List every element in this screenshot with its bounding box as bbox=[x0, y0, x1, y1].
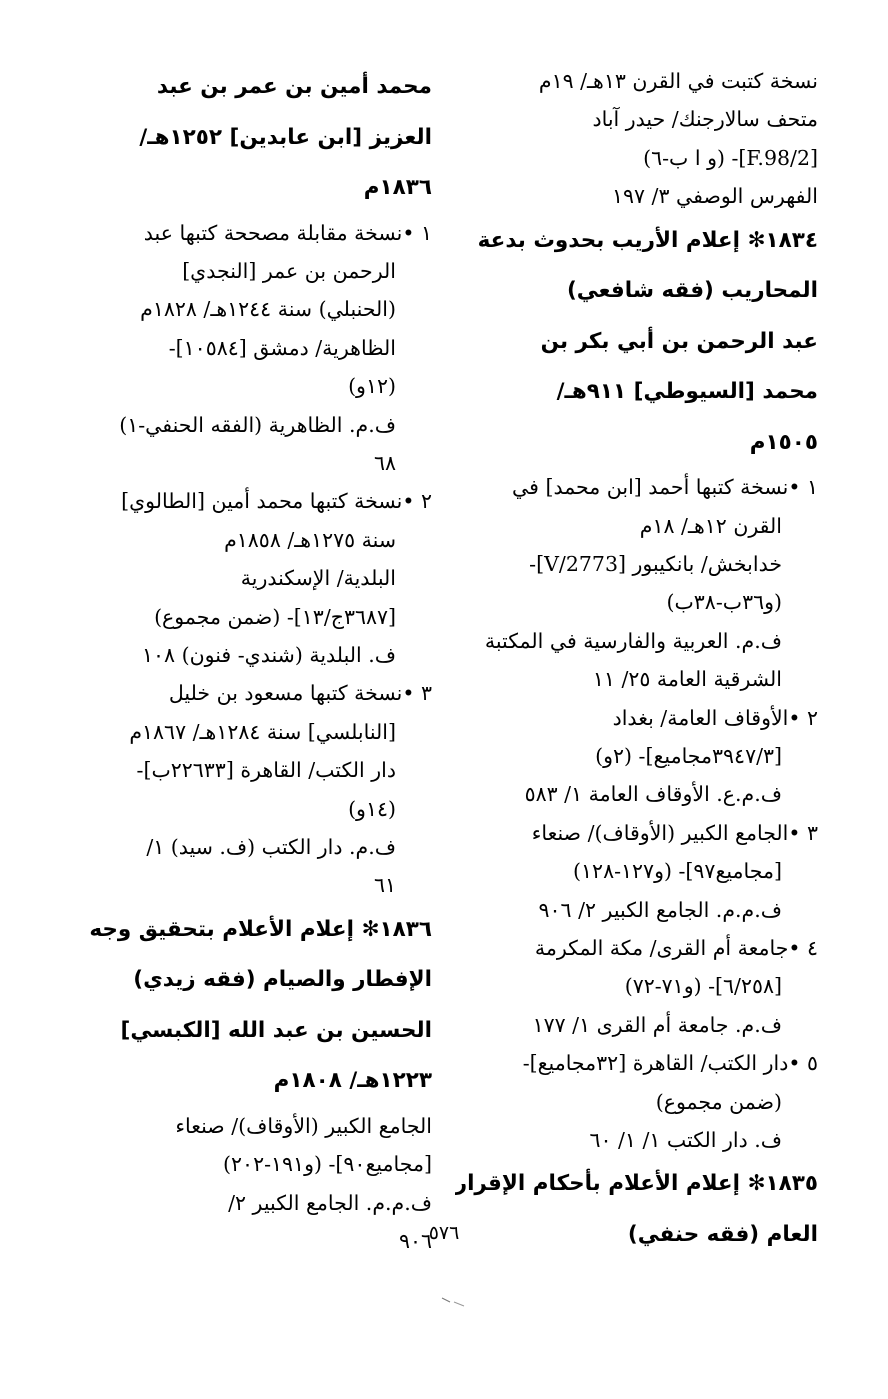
asterisk-mark-icon: ✻ bbox=[747, 227, 766, 253]
copy-line: (و٣٦ب-٣٨ب) bbox=[666, 590, 782, 615]
author-block bbox=[80, 62, 432, 214]
catalog-reference: ف.م. العربية والفارسية في المكتبة bbox=[484, 628, 782, 653]
author-line: ١٨٣٦م bbox=[363, 175, 432, 200]
copy-number: ٤ • bbox=[788, 936, 818, 960]
copy-item bbox=[80, 214, 432, 252]
entry-1834 bbox=[468, 216, 818, 1160]
copy-line: [مجاميع٩٧]- (و١٢٧-١٢٨) bbox=[573, 859, 782, 884]
entry-heading bbox=[468, 216, 818, 267]
right-column bbox=[454, 62, 818, 1260]
copy-number: ١ • bbox=[788, 475, 818, 500]
copy-line: الرحمن بن عمر [النجدي] bbox=[182, 258, 396, 283]
copy-details bbox=[468, 967, 818, 1044]
author-line: محمد [السيوطي] ٩١١هـ/ bbox=[556, 379, 818, 405]
text-line: متحف سالارجنك/ حيدر آباد bbox=[592, 107, 818, 132]
copy-item bbox=[80, 482, 432, 520]
entry-number: ١٨٣٦ bbox=[379, 916, 432, 942]
copy-item bbox=[468, 929, 818, 967]
copy-line: نسخة كتبها مسعود بن خليل bbox=[168, 681, 403, 706]
copy-line: الجامع الكبير (الأوقاف)/ صنعاء bbox=[175, 1113, 432, 1138]
copy-details bbox=[468, 507, 818, 699]
entry-1836 bbox=[80, 905, 432, 1261]
copy-details bbox=[80, 521, 432, 675]
entry-title-line: إعلام الأريب بحدوث بدعة bbox=[477, 227, 740, 253]
copy-item bbox=[468, 699, 818, 737]
copy-line: الظاهرية/ دمشق [١٠٥٨٤]- bbox=[168, 335, 396, 360]
copy-line: [٣٦٨٧ج/١٣]- (ضمن مجموع) bbox=[154, 604, 396, 629]
copy-number: ٢ • bbox=[788, 705, 818, 730]
copy-details bbox=[468, 1083, 818, 1160]
catalog-reference: الشرقية العامة ٢٥/ ١١ bbox=[592, 667, 782, 692]
copy-line: [٦/٢٥٨]- (و٧١-٧٢) bbox=[624, 974, 782, 999]
copy-line: [٣٩٤٧/٣مجاميع]- (٢و) bbox=[595, 743, 782, 768]
copy-line: (الحنبلي) سنة ١٢٤٤هـ/ ١٨٢٨م bbox=[140, 297, 396, 322]
text-line: [F.98/2]- (و ا ب-٦) bbox=[643, 145, 818, 170]
catalog-reference: ف.م. الظاهرية (الفقه الحنفي-١) bbox=[119, 412, 396, 437]
copy-item bbox=[468, 468, 818, 506]
catalog-reference: ف.م.م. الجامع الكبير ٢/ ٩٠٦ bbox=[538, 897, 782, 922]
entry-heading bbox=[80, 905, 432, 956]
copy-item bbox=[80, 674, 432, 712]
copy-details bbox=[80, 713, 432, 905]
entry-title-line: إعلام الأعلام بتحقيق وجه bbox=[89, 916, 354, 942]
copy-number: ٢ • bbox=[402, 489, 432, 514]
copy-line: القرن ١٢هـ/ ١٨م bbox=[639, 513, 782, 538]
copy-line: نسخة مقابلة مصححة كتبها عبد bbox=[143, 220, 403, 245]
asterisk-mark-icon: ✻ bbox=[747, 1171, 766, 1197]
entry-title-line: إعلام الأعلام بأحكام الإقرار bbox=[454, 1171, 740, 1197]
copy-line: الجامع الكبير (الأوقاف)/ صنعاء bbox=[531, 820, 789, 845]
copy-line: دار الكتب/ القاهرة [٣٢مجاميع]- bbox=[522, 1051, 789, 1076]
entry-title-line: الإفطار والصيام (فقه زيدي) bbox=[133, 967, 432, 993]
copy-line: جامعة أم القرى/ مكة المكرمة bbox=[534, 936, 789, 960]
entry-number: ١٨٣٤ bbox=[765, 227, 818, 253]
catalog-reference: ٦١ bbox=[373, 873, 396, 898]
entry-title-line: العام (فقه حنفي) bbox=[627, 1221, 818, 1247]
catalog-reference: ف. البلدية (شندي- فنون) ١٠٨ bbox=[142, 642, 396, 667]
catalog-reference: ف.م.ع. الأوقاف العامة ١/ ٥٨٣ bbox=[524, 782, 782, 807]
copy-details bbox=[80, 252, 432, 482]
author-line: ١٢٢٣هـ/ ١٨٠٨م bbox=[273, 1068, 432, 1094]
entry-number: ١٨٣٥ bbox=[765, 1171, 818, 1197]
copy-details bbox=[468, 737, 818, 814]
text-line: الفهرس الوصفي ٣/ ١٩٧ bbox=[611, 184, 818, 209]
catalog-reference: ٦٨ bbox=[373, 450, 396, 475]
entry-1835 bbox=[454, 1159, 818, 1260]
copy-line: نسخة كتبها أحمد [ابن محمد] في bbox=[512, 475, 789, 500]
author-line: الحسين بن عبد الله [الكبسي] bbox=[120, 1017, 432, 1043]
entry-title-rest bbox=[468, 266, 818, 468]
catalog-reference: ف. دار الكتب ١/ ١/ ٦٠ bbox=[589, 1128, 782, 1153]
entry-heading bbox=[454, 1159, 818, 1210]
scan-speck-icon bbox=[440, 1296, 468, 1308]
copy-line: دار الكتب/ القاهرة [٢٢٦٣٣ب]- bbox=[136, 758, 396, 783]
copy-number: ١ • bbox=[402, 220, 432, 245]
copy-line: البلدية/ الإسكندرية bbox=[240, 566, 396, 591]
copy-item bbox=[468, 1044, 818, 1082]
author-line: عبد الرحمن بن أبي بكر بن bbox=[540, 328, 818, 354]
copy-number: ٣ • bbox=[402, 681, 432, 706]
copy-line: (١٤و) bbox=[348, 796, 396, 821]
copy-item bbox=[468, 814, 818, 852]
author-line: العزيز [ابن عابدين] ١٢٥٢هـ/ bbox=[139, 124, 432, 150]
left-column bbox=[80, 62, 432, 1260]
catalog-reference: ف.م. جامعة أم القرى ١/ ١٧٧ bbox=[532, 1012, 782, 1037]
copy-line: [النابلسي] سنة ١٢٨٤هـ/ ١٨٦٧م bbox=[129, 719, 396, 744]
copy-number: ٥ • bbox=[788, 1051, 818, 1076]
author-line: محمد أمين بن عمر بن عبد bbox=[156, 74, 432, 99]
copy-line: خدابخش/ بانكيبور [2773/V]- bbox=[529, 551, 782, 576]
copy-line: الأوقاف العامة/ بغداد bbox=[612, 705, 789, 730]
copy-line: (ضمن مجموع) bbox=[655, 1089, 782, 1114]
author-line: ١٥٠٥م bbox=[749, 429, 818, 455]
copy-number: ٣ • bbox=[788, 820, 818, 845]
asterisk-mark-icon: ✻ bbox=[361, 916, 380, 942]
copy-line: (١٢و) bbox=[348, 374, 396, 399]
page-number: ٥٧٦ bbox=[428, 1222, 460, 1244]
catalog-reference: ف.م. دار الكتب (ف. سيد) ١/ bbox=[146, 835, 396, 859]
copy-line: سنة ١٢٧٥هـ/ ١٨٥٨م bbox=[224, 527, 396, 552]
copy-line: [مجاميع٩٠]- (و١٩١-٢٠٢) bbox=[223, 1152, 432, 1177]
entry-title-line: المحاريب (فقه شافعي) bbox=[566, 278, 818, 304]
copy-details bbox=[468, 852, 818, 929]
text-line: نسخة كتبت في القرن ١٣هـ/ ١٩م bbox=[538, 69, 818, 93]
catalog-reference: ٩٠٦ bbox=[398, 1229, 432, 1254]
catalog-reference: ف.م.م. الجامع الكبير ٢/ bbox=[228, 1190, 432, 1215]
copy-line: نسخة كتبها محمد أمين [الطالوي] bbox=[121, 489, 403, 514]
